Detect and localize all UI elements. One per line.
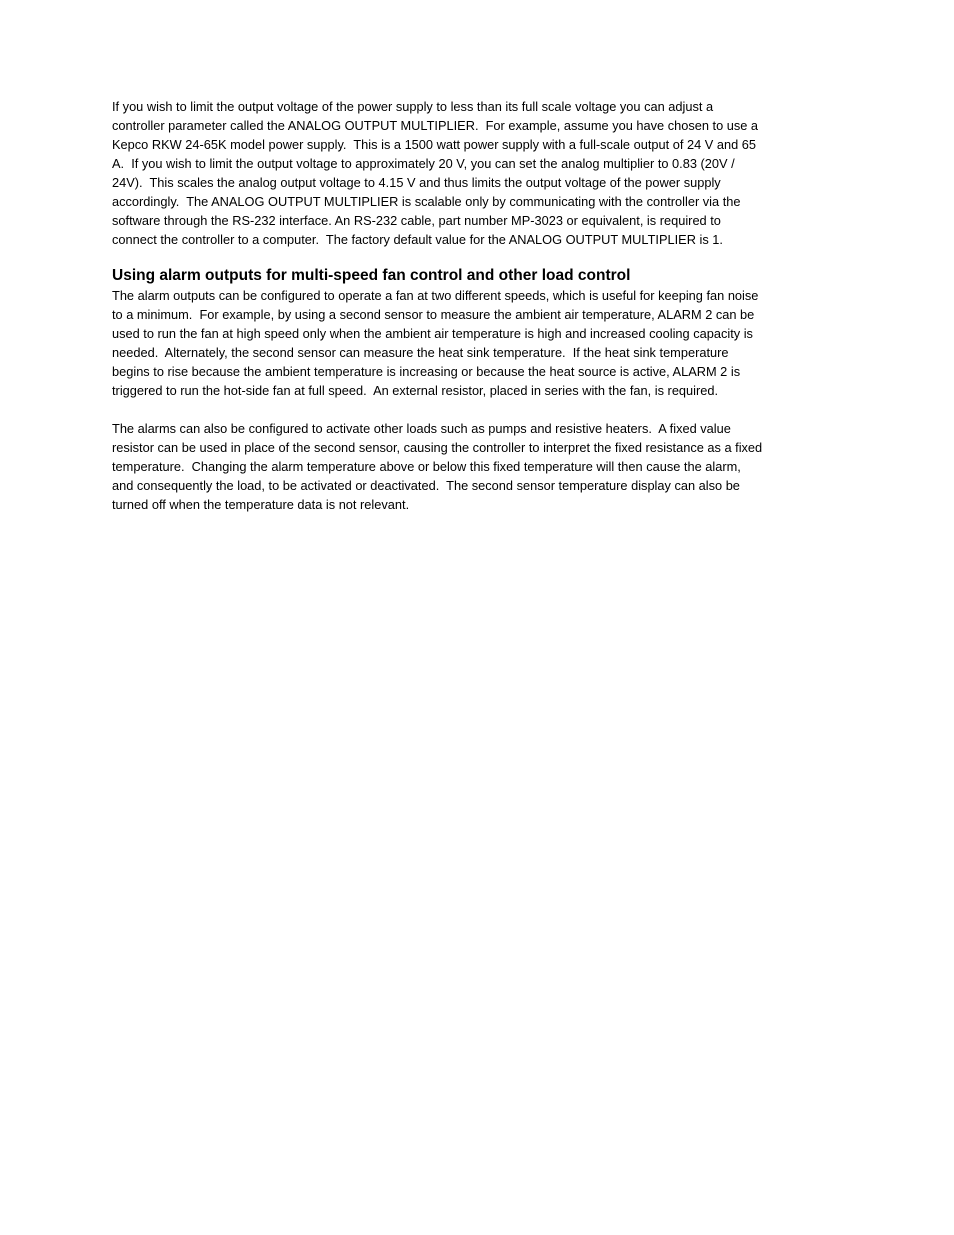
text-line: and consequently the load, to be activated or deactivated. The second sensor temperature display can also be	[112, 478, 740, 493]
text-line: turned off when the temperature data is not relevant.	[112, 497, 410, 512]
text-line: The alarms can also be configured to activate other loads such as pumps and resistive heaters. A fixed value	[112, 421, 731, 436]
text-line: The alarm outputs can be configured to operate a fan at two different speeds, which is useful for keeping fan noise	[112, 288, 759, 303]
section-heading: Using alarm outputs for multi-speed fan control and other load control	[112, 267, 631, 284]
text-line: needed. Alternately, the second sensor can measure the heat sink temperature. If the heat sink temperature	[112, 345, 729, 360]
text-line: Kepco RKW 24-65K model power supply. This is a 1500 watt power supply with a full-scale output of 24 V and 65	[112, 137, 756, 152]
text-line: used to run the fan at high speed only when the ambient air temperature is high and increased cooling capacity is	[112, 326, 753, 341]
document-page	[112, 97, 848, 514]
text-line: controller parameter called the ANALOG OUTPUT MULTIPLIER. For example, assume you have chosen to use a	[112, 118, 759, 133]
paragraph-spacer	[112, 400, 848, 419]
text-line: to a minimum. For example, by using a second sensor to measure the ambient air temperature, ALARM 2 can be	[112, 307, 755, 322]
paragraph-multi-speed-fan	[112, 286, 848, 400]
text-line: connect the controller to a computer. The factory default value for the ANALOG OUTPUT MULTIPLIER is 1.	[112, 232, 723, 247]
text-line: If you wish to limit the output voltage of the power supply to less than its full scale voltage you can adjust a	[112, 99, 714, 114]
text-line: software through the RS-232 interface. An RS-232 cable, part number MP-3023 or equivalent, is required to	[112, 213, 721, 228]
text-line: triggered to run the hot-side fan at full speed. An external resistor, placed in series with the fan, is required.	[112, 383, 719, 398]
text-line: temperature. Changing the alarm temperature above or below this fixed temperature will then cause the alarm,	[112, 459, 741, 474]
text-line: resistor can be used in place of the second sensor, causing the controller to interpret the fixed resistance as a fixed	[112, 440, 763, 455]
text-line: 24V). This scales the analog output voltage to 4.15 V and thus limits the output voltage of the power supply	[112, 175, 721, 190]
text-line: begins to rise because the ambient temperature is increasing or because the heat source is active, ALARM 2 is	[112, 364, 741, 379]
text-line: A. If you wish to limit the output voltage to approximately 20 V, you can set the analog multiplier to 0.83 (20V /	[112, 156, 735, 171]
paragraph-other-loads	[112, 419, 848, 514]
paragraph-analog-output-multiplier	[112, 97, 848, 249]
text-line: accordingly. The ANALOG OUTPUT MULTIPLIER is scalable only by communicating with the controller via the	[112, 194, 741, 209]
